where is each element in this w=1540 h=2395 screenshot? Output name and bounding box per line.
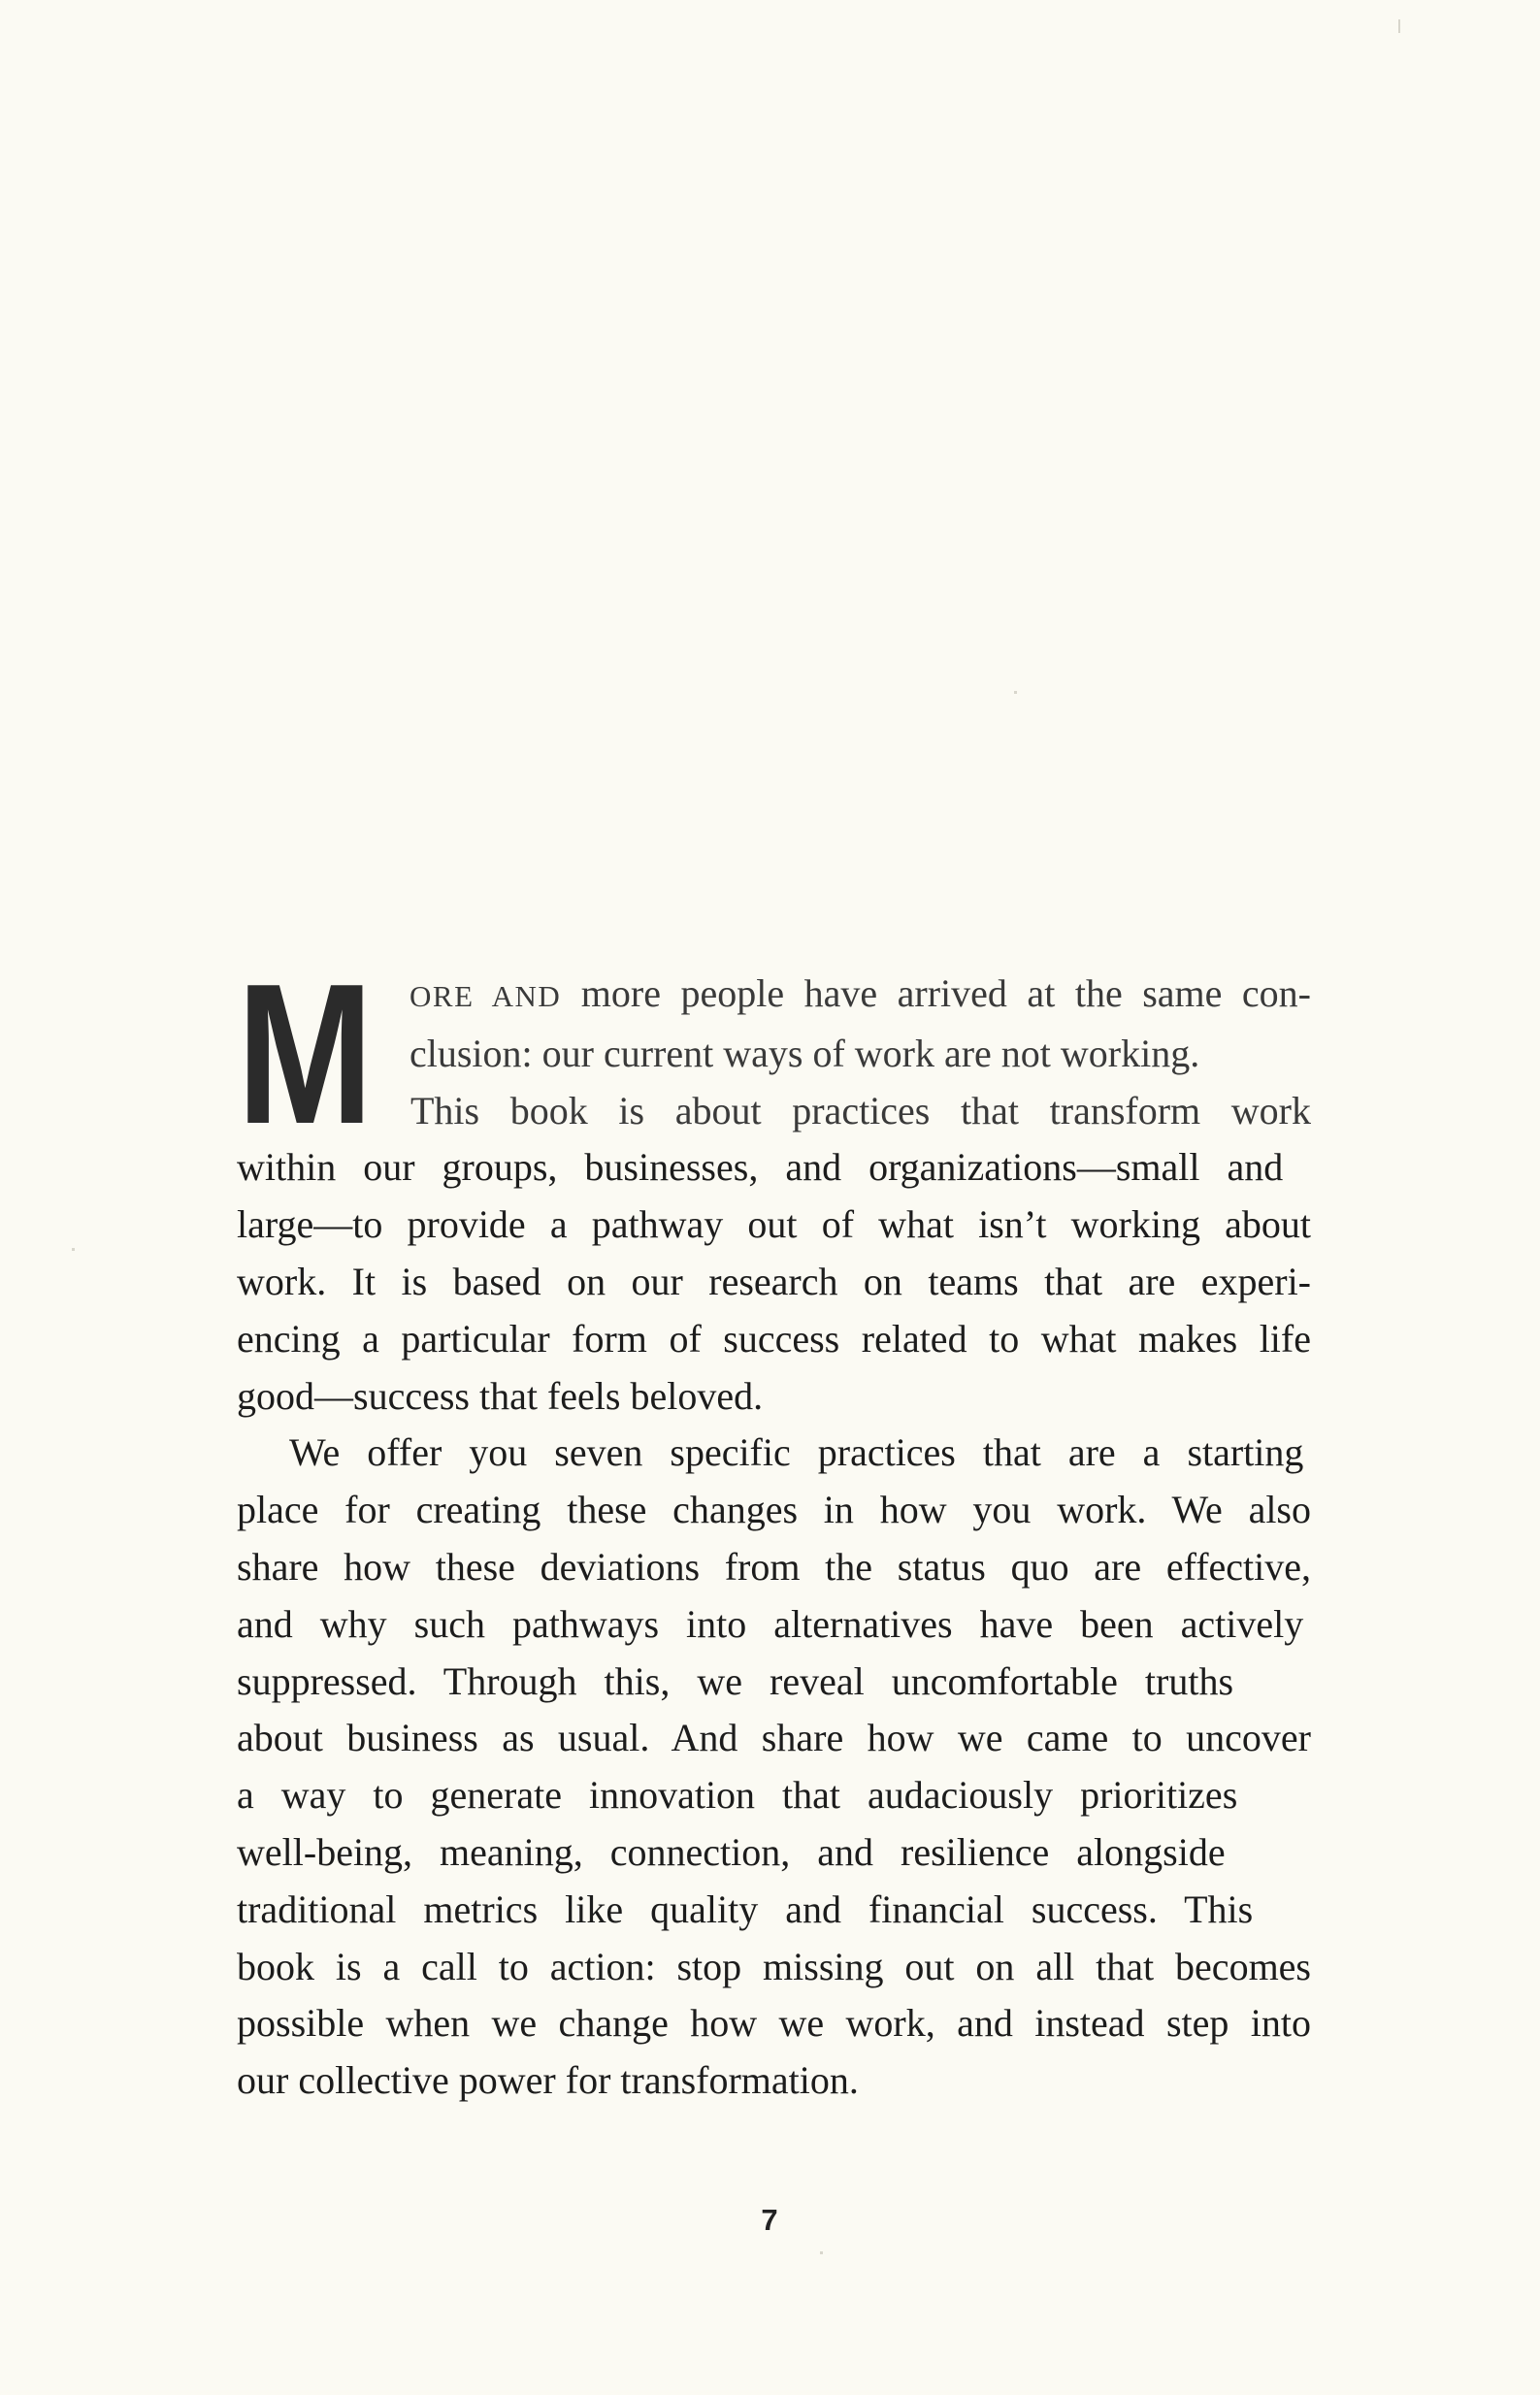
text-line: large—to provide a pathway out of what isn’t working about xyxy=(237,1202,1311,1247)
text-line: This book is about practices that transform work xyxy=(410,1088,1311,1132)
body-text xyxy=(237,942,1312,2110)
text-line: suppressed. Through this, we reveal uncomfortable truths xyxy=(237,1658,1234,1703)
text-line: clusion: our current ways of work are not working. xyxy=(410,1031,1200,1075)
paper-speck xyxy=(72,1248,75,1251)
text-line: and why such pathways into alternatives have been actively xyxy=(237,1601,1304,1646)
paper-speck xyxy=(820,2251,823,2254)
text-line: about business as usual. And share how we came to uncover xyxy=(237,1716,1311,1760)
paper-speck xyxy=(1014,691,1017,694)
text-line: share how these deviations from the status quo are effective, xyxy=(237,1544,1311,1589)
text-line: possible when we change how we work, and instead step into xyxy=(237,2001,1311,2046)
text-line: place for creating these changes in how you work. We also xyxy=(237,1488,1311,1532)
page-number: 7 xyxy=(761,2203,778,2237)
text-line: a way to generate innovation that audaciously prioritizes xyxy=(237,1773,1238,1818)
lead-in-small-caps: ORE AND xyxy=(410,979,562,1013)
text-line: good—success that feels beloved. xyxy=(237,1373,764,1418)
text-line: book is a call to action: stop missing out on all that becomes xyxy=(237,1944,1311,1988)
text-line: traditional metrics like quality and financial success. This xyxy=(237,1886,1254,1931)
text-line: well-being, meaning, connection, and resilience alongside xyxy=(237,1829,1226,1874)
text-line: work. It is based on our research on teams that are experi- xyxy=(237,1259,1311,1303)
drop-cap: M xyxy=(237,942,371,1165)
text-line: We offer you seven specific practices that are a starting xyxy=(289,1430,1304,1475)
text-line: encing a particular form of success related to what makes life xyxy=(237,1316,1311,1361)
text-line: our collective power for transformation. xyxy=(237,2058,859,2103)
paper-speck xyxy=(1398,19,1400,33)
text-line: ORE AND more people have arrived at the same con- xyxy=(410,971,1312,1015)
text-line: within our groups, businesses, and organizations—small and xyxy=(237,1145,1284,1190)
opening-paragraph xyxy=(237,942,1312,1165)
